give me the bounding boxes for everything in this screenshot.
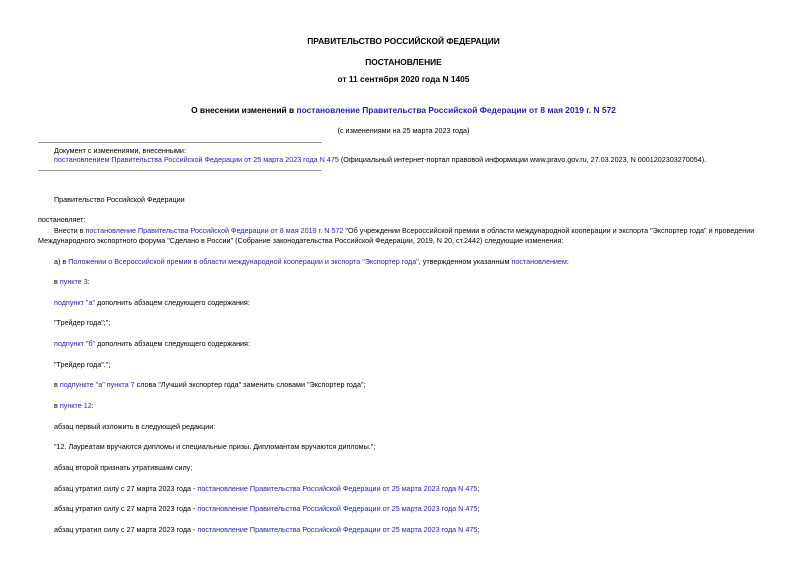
title-prefix: О внесении изменений в xyxy=(191,105,297,115)
subpoint-b xyxy=(54,339,250,348)
intro-paragraph-line1 xyxy=(54,226,754,235)
quote-3: "12. Лауреатам вручаются дипломы и специальные призы. Дипломантам вручаются дипломы."; xyxy=(54,442,376,451)
quote-1: "Трейдер года";"; xyxy=(54,318,111,327)
in-point-3 xyxy=(54,277,90,286)
subpoint-a-link[interactable]: подпункт "а" xyxy=(54,298,95,307)
in-p12-text-2: : xyxy=(91,401,94,410)
in-p12-text-1: в xyxy=(54,401,60,410)
lost-force-line-1 xyxy=(54,484,479,493)
date-number-heading: от 11 сентября 2020 года N 1405 xyxy=(337,74,470,84)
amendments-source xyxy=(54,155,706,164)
point-3-link[interactable]: пункте 3 xyxy=(59,277,88,286)
lost-force-line-3 xyxy=(54,525,479,534)
doc-type-heading: ПОСТАНОВЛЕНИЕ xyxy=(365,57,442,67)
org-heading: ПРАВИТЕЛЬСТВО РОССИЙСКОЙ ФЕДЕРАЦИИ xyxy=(307,36,500,46)
item-a-link-2[interactable]: постановлением xyxy=(511,257,567,266)
intro-paragraph-line2: Международного экспортного форума "Сделано в России" (Собрание законодательства Российской Федерации, 2019, N 20, ст.2442) следующие изменения: xyxy=(38,236,564,245)
point-7-link[interactable]: пункта 7 xyxy=(106,380,135,389)
paragraph-second-void: абзац второй признать утратившим силу; xyxy=(54,463,193,472)
lost-link[interactable]: постановление Правительства Российской Федерации от 25 марта 2023 года N 475 xyxy=(197,504,478,513)
intro-link[interactable]: постановление Правительства Российской Федерации от 8 мая 2019 г. N 572 xyxy=(85,226,344,235)
item-a-link-1[interactable]: Положении о Всероссийской премии в области международной кооперации и экспорта "Экспортер года" xyxy=(68,257,419,266)
subpoint-a-p7-link[interactable]: подпункте "а" xyxy=(59,380,105,389)
point-12-link[interactable]: пункте 12 xyxy=(59,401,92,410)
lost-end: ; xyxy=(477,504,480,513)
document-title xyxy=(0,106,807,115)
in-point-12 xyxy=(54,401,94,410)
top-rule xyxy=(38,142,322,143)
decides-label: постановляет: xyxy=(38,215,86,224)
intro-text-1: Внести в xyxy=(54,226,86,235)
lost-link[interactable]: постановление Правительства Российской Федерации от 25 марта 2023 года N 475 xyxy=(197,484,478,493)
lost-text: абзац утратил силу с 27 марта 2023 года - xyxy=(54,484,198,493)
item-a xyxy=(54,257,569,266)
in-p3-text-2: : xyxy=(87,277,90,286)
lost-force-line-2 xyxy=(54,504,479,513)
p7-text-3: слова "Лучший экспортер года" заменить словами "Экспортер года"; xyxy=(134,380,366,389)
title-link[interactable]: постановление Правительства Российской Федерации от 8 мая 2019 г. N 572 xyxy=(296,105,616,115)
item-a-text-3: : xyxy=(566,257,569,266)
item-a-text-1: а) в xyxy=(54,257,69,266)
amendments-rest: (Официальный интернет-портал правовой информации www.pravo.gov.ru, 27.03.2023, N 0001202303270054). xyxy=(338,155,707,164)
paragraph-first-edit: абзац первый изложить в следующей редакции: xyxy=(54,422,216,431)
p7-text-1: в xyxy=(54,380,60,389)
lost-text: абзац утратил силу с 27 марта 2023 года - xyxy=(54,504,198,513)
subpoint-b-text: дополнить абзацем следующего содержания: xyxy=(95,339,250,348)
bottom-rule xyxy=(38,170,322,171)
lost-link[interactable]: постановление Правительства Российской Федерации от 25 марта 2023 года N 475 xyxy=(197,525,478,534)
quote-2: "Трейдер года"."; xyxy=(54,360,111,369)
lost-end: ; xyxy=(477,484,480,493)
lost-text: абзац утратил силу с 27 марта 2023 года - xyxy=(54,525,198,534)
item-a-text-2: , утвержденном указанным xyxy=(418,257,512,266)
subpoint-b-link[interactable]: подпункт "б" xyxy=(54,339,96,348)
subpoint-a xyxy=(54,298,250,307)
intro-text-2: "Об учреждении Всероссийской премии в области международной кооперации и экспорта "Экспортер года" и проведении xyxy=(343,226,755,235)
government-label: Правительство Российской Федерации xyxy=(54,195,185,204)
amendments-intro: Документ с изменениями, внесенными: xyxy=(54,146,186,155)
subpoint-a-text: дополнить абзацем следующего содержания: xyxy=(95,298,250,307)
revision-note: (с изменениями на 25 марта 2023 года) xyxy=(337,126,470,135)
in-p3-text-1: в xyxy=(54,277,60,286)
lost-end: ; xyxy=(477,525,480,534)
point-7-change xyxy=(54,380,366,389)
amendments-link[interactable]: постановлением Правительства Российской Федерации от 25 марта 2023 года N 475 xyxy=(54,155,339,164)
